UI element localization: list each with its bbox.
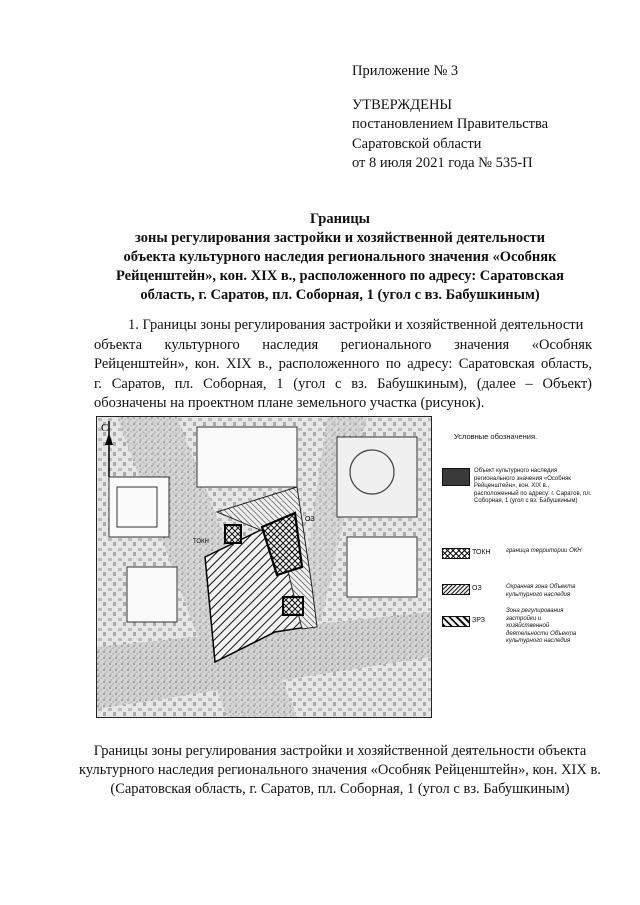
appendix-number: Приложение № 3 xyxy=(352,63,459,79)
document-title xyxy=(80,210,600,305)
paragraph-line: Рейценштейн», кон. XIX в., расположенного по адресу: Саратовская область, xyxy=(94,356,592,372)
tokn-code: ТОКН xyxy=(472,549,491,556)
caption-line: Границы зоны регулирования застройки и хозяйственной деятельности объекта xyxy=(93,743,587,759)
object-swatch xyxy=(442,468,470,486)
tokn-swatch xyxy=(442,548,470,559)
paragraph-line: 1. Границы зоны регулирования застройки и хозяйственной деятельности xyxy=(128,317,584,333)
approved-heading: УТВЕРЖДЕНЫ xyxy=(352,96,453,113)
approval-date: от 8 июля 2021 года № 535-П xyxy=(352,155,533,171)
map-legend xyxy=(442,416,592,716)
figure-caption xyxy=(70,742,610,799)
title-line: область, г. Саратов, пл. Соборная, 1 (угол с вз. Бабушкиным) xyxy=(140,287,540,303)
site-plan-map xyxy=(96,416,432,718)
paragraph-line: обозначены на проектном плане земельного участка (рисунок). xyxy=(94,395,485,411)
oz-swatch xyxy=(442,584,470,595)
north-label: С xyxy=(101,422,109,434)
tokn-description: граница территории ОКН xyxy=(506,548,582,554)
zrz-code: ЗРЗ xyxy=(472,617,485,624)
oz-map-label: ОЗ xyxy=(305,516,315,523)
zrz-description: Зона регулирования застройки и хозяйственной деятельности Объекта культурного наследия xyxy=(506,608,577,644)
title-line: объекта культурного наследия регионального значения «Особняк xyxy=(123,249,557,265)
approval-line: Саратовской области xyxy=(352,135,482,152)
title-line: Границы xyxy=(309,211,370,227)
oz-code: ОЗ xyxy=(472,585,482,592)
zrz-swatch xyxy=(442,616,470,627)
plan-figure xyxy=(96,416,592,716)
caption-line: культурного наследия регионального значения «Особняк Рейценштейн», кон. XIX в. xyxy=(79,762,601,778)
tokn-map-label: ТОКН xyxy=(193,539,209,545)
title-line: Рейценштейн», кон. XIX в., расположенного по адресу: Саратовская xyxy=(116,268,564,284)
paragraph-line: г. Саратов, пл. Соборная, 1 (угол с вз. Бабушкиным), (далее – Объект) xyxy=(94,375,592,392)
object-description: Объект культурного наследия регионального значения «Особняк Рейценштейн», кон. XIX в., расположенный по адресу: г. Саратов, пл. Соборная, 1 (угол с вз. Бабушкиным) xyxy=(474,468,592,504)
body-paragraph xyxy=(94,316,592,414)
title-line: зоны регулирования застройки и хозяйственной деятельности xyxy=(135,230,545,246)
caption-line: (Саратовская область, г. Саратов, пл. Соборная, 1 (угол с вз. Бабушкиным) xyxy=(110,781,570,797)
paragraph-line: объекта культурного наследия регионального значения «Особняк xyxy=(94,336,592,353)
approval-block xyxy=(352,62,612,174)
site-plan-svg xyxy=(97,417,431,717)
oz-description: Охранная зона Объекта культурного наследия xyxy=(506,584,576,598)
approval-line: постановлением Правительства xyxy=(352,116,549,132)
legend-title: Условные обозначения. xyxy=(454,432,538,441)
